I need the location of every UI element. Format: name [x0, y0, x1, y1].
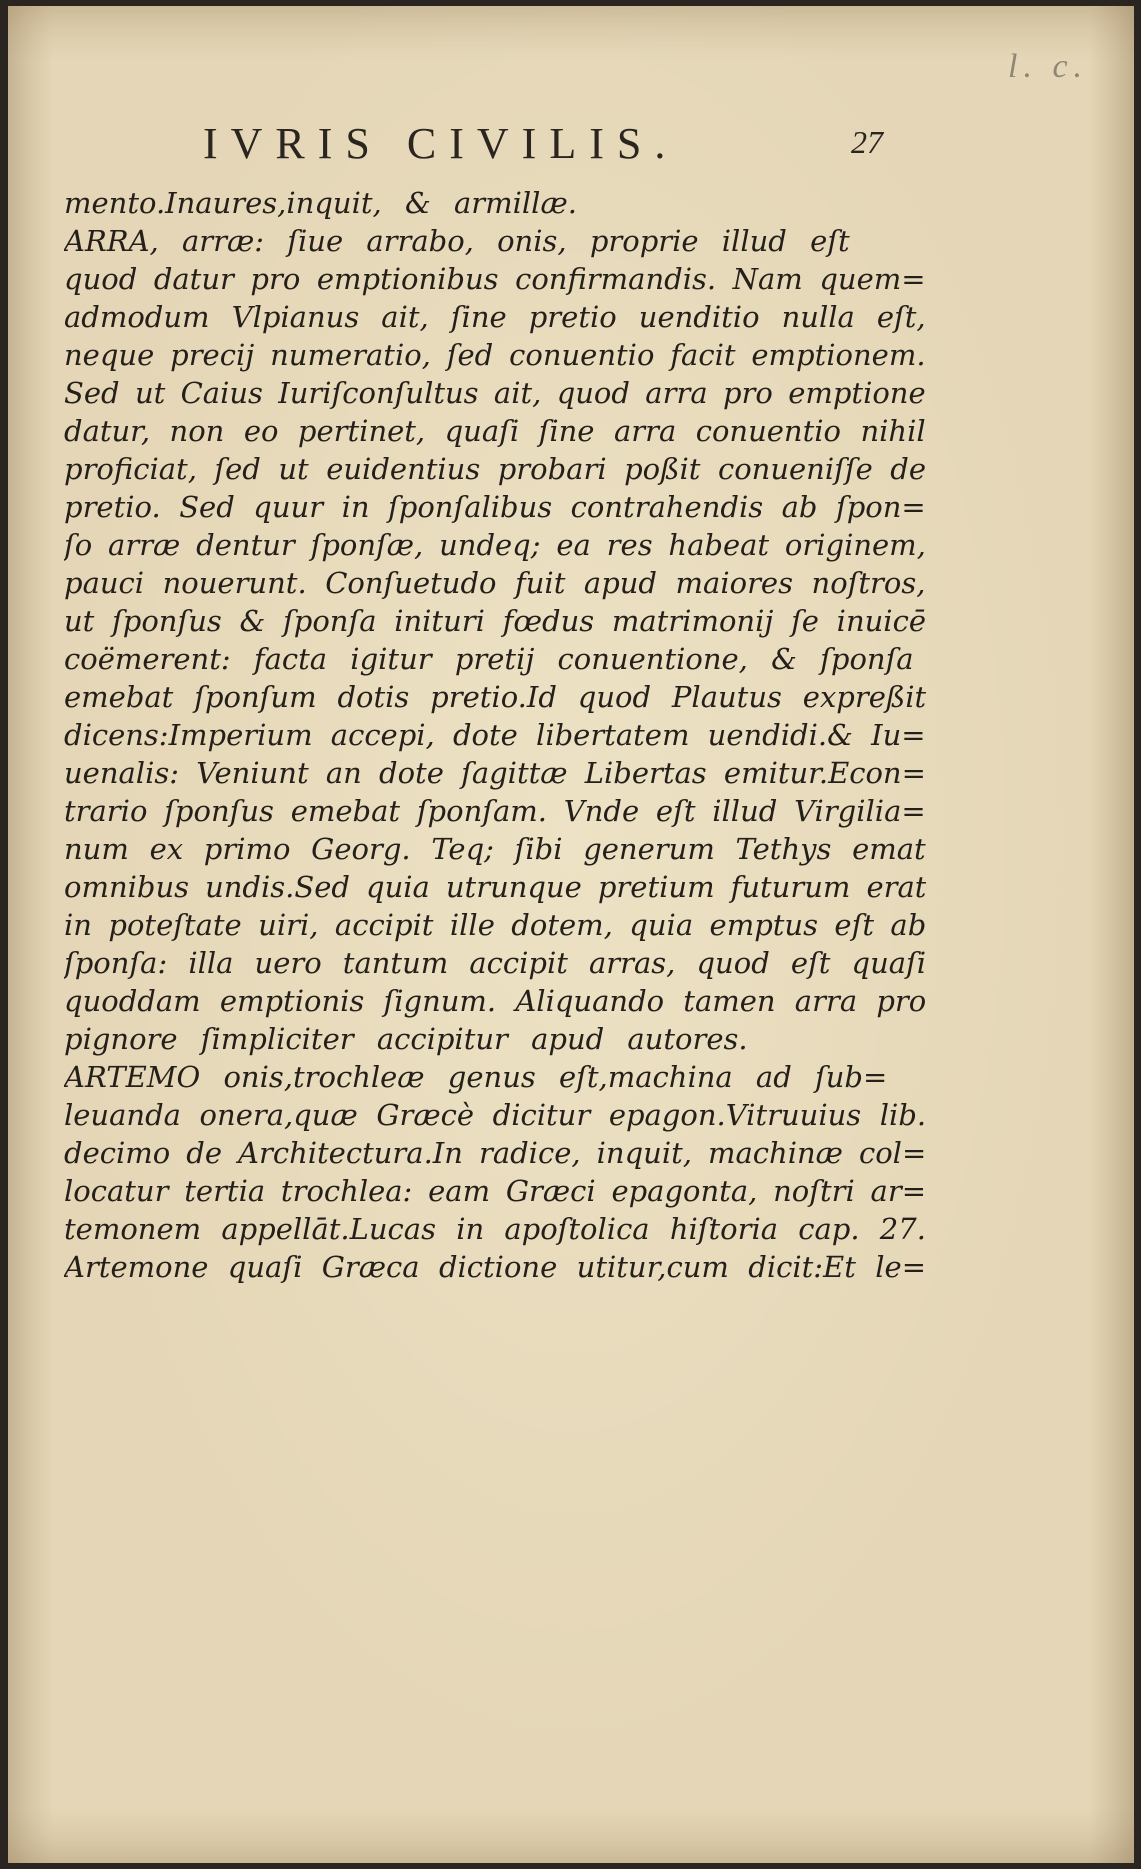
text-line: omnibus undis.Sed quia utrunque pretium futurum erat	[64, 870, 926, 904]
text-line: Sed ut Caius Iuriſconſultus ait, quod arra pro emptione	[64, 376, 926, 410]
text-line: quoddam emptionis ſignum. Aliquando tamen arra pro	[64, 984, 926, 1018]
text-line: temonem appellāt.Lucas in apoſtolica hiſtoria cap. 27.	[64, 1212, 926, 1246]
text-line: uenalis: Veniunt an dote ſagittæ Libertas emitur.Econ=	[64, 756, 926, 790]
text-line: locatur tertia trochlea: eam Græci epagonta, noſtri ar=	[64, 1174, 926, 1208]
page-number: 27	[851, 124, 883, 160]
text-line: coëmerent: facta igitur pretij conuentione, & ſponſa	[64, 642, 914, 676]
text-line: ARRA, arræ: ſiue arrabo, onis, proprie illud eſt	[64, 224, 850, 258]
text-line: ſponſa: illa uero tantum accipit arras, quod eſt quaſi	[64, 946, 926, 980]
text-line: in poteſtate uiri, accipit ille dotem, quia emptus eſt ab	[64, 908, 926, 942]
text-line: trario ſponſus emebat ſponſam. Vnde eſt illud Virgilia=	[64, 794, 926, 828]
book-page	[8, 6, 1134, 1863]
text-line: pauci nouerunt. Conſuetudo fuit apud maiores noſtros,	[64, 566, 926, 600]
text-line: neque precij numeratio, ſed conuentio facit emptionem.	[64, 338, 926, 372]
running-head: IVRIS CIVILIS.	[203, 119, 679, 168]
text-line: ARTEMO onis,trochleæ genus eſt,machina ad ſub=	[64, 1060, 888, 1094]
text-line: ut ſponſus & ſponſa inituri fœdus matrimonij ſe inuicē	[64, 604, 926, 638]
text-line: dicens:Imperium accepi, dote libertatem uendidi.& Iu=	[64, 718, 926, 752]
text-line: ſo arræ dentur ſponſæ, undeq; ea res habeat originem,	[64, 528, 926, 562]
text-line: proficiat, ſed ut euidentius probari poßit conueniſſe de	[64, 452, 926, 486]
text-line: pignore ſimpliciter accipitur apud autores.	[64, 1022, 748, 1056]
text-line: Artemone quaſi Græca dictione utitur,cum dicit:Et le=	[64, 1250, 926, 1284]
text-line: pretio. Sed quur in ſponſalibus contrahendis ab ſpon=	[64, 490, 926, 524]
text-line: quod datur pro emptionibus confirmandis. Nam quem=	[64, 262, 926, 296]
text-line: admodum Vlpianus ait, ſine pretio uenditio nulla eſt,	[64, 300, 926, 334]
text-line: decimo de Architectura.In radice, inquit, machinæ col=	[64, 1136, 926, 1170]
text-line: leuanda onera,quæ Græcè dicitur epagon.Vitruuius lib.	[64, 1098, 926, 1132]
corner-annotation: l. c.	[1008, 48, 1089, 85]
text-line: datur, non eo pertinet, quaſi ſine arra conuentio nihil	[64, 414, 926, 448]
text-line: mento.Inaures,inquit, & armillæ.	[64, 186, 577, 220]
body-text	[64, 184, 926, 1286]
text-line: num ex primo Georg. Teq; ſibi generum Tethys emat	[64, 832, 926, 866]
text-line: emebat ſponſum dotis pretio.Id quod Plautus expreßit	[64, 680, 926, 714]
